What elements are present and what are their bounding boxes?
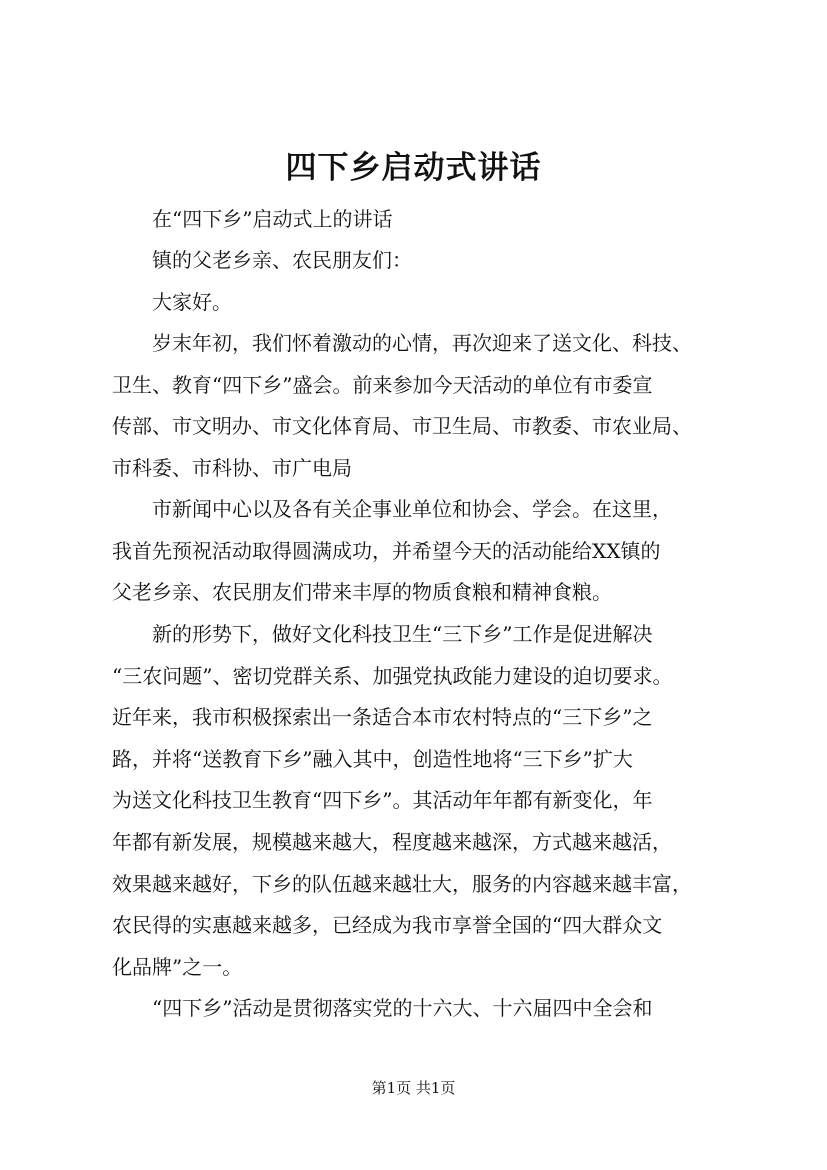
- text-line: 岁末年初，我们怀着激动的心情，再次迎来了送文化、科技、: [152, 331, 692, 355]
- text-line: 效果越来越好，下乡的队伍越来越壮大，服务的内容越来越丰富，: [112, 871, 692, 896]
- text-line: 年都有新发展，规模越来越大，程度越来越深，方式越来越活，: [112, 829, 672, 854]
- paragraph-4: [112, 323, 742, 489]
- text-line: 卫生、教育“四下乡”盛会。前来参加今天活动的单位有市委宣: [112, 372, 653, 397]
- text-line: 传部、市文明办、市文化体育局、市卫生局、市教委、市农业局、: [112, 414, 692, 439]
- paragraph-6: [112, 614, 742, 988]
- text-line: “三农问题”、密切党群关系、加强党执政能力建设的迫切要求。: [112, 663, 673, 688]
- text-line: 镇的父老乡亲、农民朋友们：: [152, 248, 412, 272]
- text-line: 父老乡亲、农民朋友们带来丰厚的物质食粮和精神食粮。: [112, 580, 612, 605]
- paragraph-5: [112, 489, 742, 614]
- text-line: 新的形势下，做好文化科技卫生“三下乡”工作是促进解决: [152, 622, 653, 646]
- text-line: 化品牌”之一。: [112, 954, 243, 979]
- text-line: 为送文化科技卫生教育“四下乡”。其活动年年都有新变化，年: [112, 788, 653, 813]
- text-line: 路，并将“送教育下乡”融入其中，创造性地将“三下乡”扩大: [112, 746, 633, 771]
- text-line: 在“四下乡”启动式上的讲话: [152, 207, 393, 231]
- text-line: “四下乡”活动是贯彻落实党的十六大、十六届四中全会和: [152, 996, 653, 1020]
- document-title: 四下乡启动式讲话: [285, 150, 542, 186]
- text-line: 我首先预祝活动取得圆满成功，并希望今天的活动能给XX镇的: [112, 538, 661, 563]
- page-footer: 第1页 共1页: [371, 1079, 456, 1097]
- text-line: 大家好。: [152, 290, 232, 314]
- text-line: 市新闻中心以及各有关企事业单位和协会、学会。在这里，: [152, 497, 672, 521]
- text-line: 市科委、市科协、市广电局: [112, 455, 352, 480]
- text-line: 近年来，我市积极探索出一条适合本市农村特点的“三下乡”之: [112, 705, 653, 730]
- paragraph-7: [112, 988, 742, 1030]
- text-line: 农民得的实惠越来越多，已经成为我市享誉全国的“四大群众文: [112, 913, 663, 938]
- paragraph-3: [112, 282, 742, 324]
- paragraph-2: [112, 240, 742, 282]
- paragraph-1: [112, 199, 742, 241]
